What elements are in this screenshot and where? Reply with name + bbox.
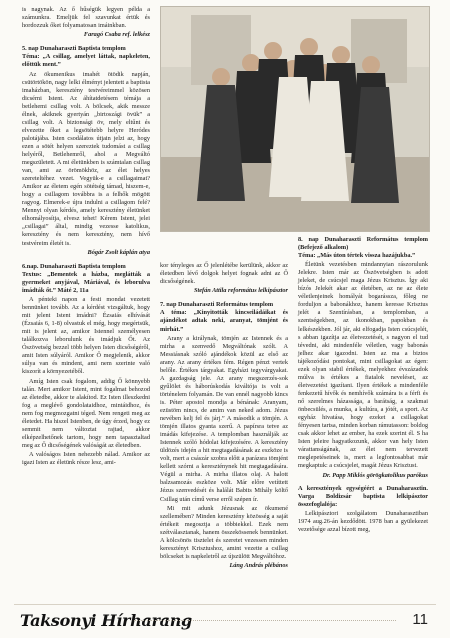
publication-logo: Taksonyi Hírharang	[20, 611, 192, 630]
day6-continuation: kor tényleges az Ő jelenlétébe kerülünk, akkor az életedben lévő dolgok helyet fognak adni az Ő dicsőségének.	[160, 262, 288, 286]
day7-paragraph-2: Mi mit adunk Jézusnak az ökumené szellemében? Minden keresztény közösség a saját értékeit megosztja a többiekkel. Ezek nem szétválasztanak, hanem összekössenek bennünket. A kölcsönös tisztelet és szeretet vezessen minden keresztényt Krisztushoz, amint vezette a csillag bölcseket is napkeletről az újszülött Megváltóhoz.	[160, 504, 288, 561]
day8-paragraph: Életünk vezetésben mindannyian rászorulunk Jelekre. Isten már az Ószövetségben is adott jeleket, de csúcsjel maga Jézus Krisztus. Így aki bízós Jelekét akar az életében, az ne az élete véletlenjeinek homályát bogarássza, főleg ne forduljon a babonákhoz, hanem keresse Krisztus jelét a Szentírásban, a templomban, a szentségekben, az ikonokban, papokban és lelkészekben. Jól jár, aki elfogadja Isten csúcsjelét, s abban igazítja az életvezetését, s nagyon el tud tévedni, aki mindenféle véletlen, vagy babonás jelhez akar igazodni. Isten az ma a biztos tájékozódási pontokat, mint csillagokat az égen: ezek olyan stabil értékek, melyekhez évszázadok múlva is értékes a fiatalok neveléset, az életvezetést igazítani. Ilyen értékek a mindenféle fenkezetű hívők és nemhívők számára is a férfi és nő szerelmes házassága, a barátság, a szakmai önbecsülés, a munka, a kultúra, a jótét, a sport. Az egyház hivatása, hogy ezeket a csillagokat fényesen tartsa, minden korban rámutasson: boldog csak akkor lehet az ember, ha ezek szerint él. S ha Isten jeleire hagyatkozunk, akkor van hely Isten várattanságának, az élet nem tervezett meglepetéseinek is, mert a legfontosabbat már megkaptuk: a csúcsjelet, magát Jézus Krisztust.	[298, 261, 428, 470]
intro-signature: Faragó Csaba ref. lelkész	[83, 31, 150, 39]
day7-theme: A téma: „Kinyitották kincseiládáikat és ajándékot adtak neki, aranyat, tömjént és mirhát.”	[160, 309, 288, 333]
day6-paragraph-1: A pénteki napon a festi mondat vezetett bennünket tovább. Az a kérdést vizsgáltuk, hogy mit jelent Istent imádni? Ézsaiás elhívását (Ézsaiás 6, 1-8) olvastuk el még, hogy megértsük, mit is jelent az, amikor Istennel személyesen találkozva leborulunk és imádjuk Őt. Az Ószövetség bezzel több helyen Isten dicsőségéről, amit Isten súlyáról. Amikor Ő megjelenik, akkor súlya van és mindent, ami nem szerinte való kiszorít a környezetéből.	[22, 295, 150, 376]
day6-title: 6.nap. Dunaharaszti Baptista templom	[22, 262, 126, 270]
day6-signature: Stefán Attila református lelkipásztor	[193, 287, 288, 295]
day8-heading	[298, 236, 428, 260]
footer-divider	[134, 620, 396, 621]
day6-theme: Textus: „Bementek a házba, meglátták a gyermeket anyjával, Máriával, és leborulva imádták őt.” Máté 2, 11a	[22, 270, 150, 294]
closing-heading: A keresztények egységéért a Dunaharasztin. Varga Boldizsár baptista lelkipásztor összefoglalója:	[298, 484, 428, 508]
page-footer	[14, 604, 436, 635]
day7-heading	[160, 301, 288, 333]
column-right	[298, 236, 428, 535]
day5-paragraph: Az ökumenikus imahét ötödik napján, csütörtökön, nagy lelki élményt jelentett a baptista imaházban, keresztény testvéreimmel közösen dicsérni Istent. Az áhítatdetésem témája a betlehemi csillag volt. A bölcsek, akik messze élnek, akiknek gyertyán „birtoszági övük” a csillag volt. A biztonsági öv, mely eltűnt és elvezette őket a legsötétebb helyre Heródes palotájába. Isten csodálatos útjain jelzi az, hogy ezen a sötét helyen szereztek tudomást a csillag helyéről, Betlehemről, ahol a Megváltó megszületett. A mi életünkben is számtalan csillag van, ami az örömökhöz, az élet helyes szereteltéhez vezet. Vegyük-e a csillagaimat? Amikor az életem egén sötétség támad, hiszem-e, hogy a csillagom továbbra is a felhők mögött ragyog. Elmerek-e újra indulni a csillagom felé? Mennyi olyan kérdés, amely keresztény életünket elhomályosítja, elvesz tehet! Kérem Istent, jelei „csillagai” által, mindig vezesse katolikus, keresztény és nem keresztény, nem hívő testvéreim életét is.	[22, 70, 150, 247]
day8-title: 8. nap Dunaharaszti Református templom (Befejező alkalom)	[298, 236, 428, 252]
day8-signature: Dr. Papp Miklós görögkatolikus parókus	[322, 471, 428, 479]
intro-paragraph: is nagynak. Az ő hűségük legyen példa a számunkra. Emeljük fel szavunkat értük és hordozzuk őket folyamatosan imáinkban.	[22, 6, 150, 30]
day7-title: 7. nap Dunaharaszti Református templom	[160, 301, 274, 309]
day5-heading	[22, 45, 150, 69]
closing-paragraph: Lelkipásztori szolgálatom Dunaharasztiban 1974 aug.26-án kezdődött. 1978 ban a gyülekezet vezetősége azzal bízott meg,	[298, 509, 428, 534]
column-middle	[160, 262, 288, 575]
group-photo	[160, 6, 430, 232]
column-left	[22, 6, 150, 469]
day5-signature: Bógár Zsolt káplán atya	[87, 248, 150, 256]
day6-paragraph-3: A valóságos Isten nehezebb nálad. Amikor az igazi Isten az életünk része lesz, ami-	[22, 451, 150, 467]
group-photo-illustration	[161, 7, 429, 231]
day5-title: 5. nap Dunaharaszti Baptista templom	[22, 45, 126, 53]
day7-paragraph-1: Arany a királynak, tömjén az Istennek és a mirha a szenvedő Megváltónak szólt. A Messiásnak szóló ajándékok közül az első az arany. Az arany értékes fém. Régen pénzt vertek belőle. Értékes tárgyakat. Egyházi tegyvárgyakat. A gazdagság jele. Az arany megszerzés-sok gyűlölet és háborúskodás kiváltója is volt a történelem folyamán. De van ennél nagyobb kincs is. Péter apostol mondja a bénának: Aranyam, ezüstöm nincs, de amim van neked adom. Jézus nevében kelj fel és járj.” A második a tömjén. A tömjén illatos gyanta szerű. A papírsra tetve az imádás kifejezése. A templomban használják az Istennek szóló hódolat kifejezésére. A keresztény üldözés idején a hit megtagadásának az eszköze is volt, mert a császár szobra előtt a parázsra tömjént kellett szórni a kereszténynek hit megtagadására. Végül a mirha. A mirha illatos olaj. A halott balzsamozás eszköze volt. Már előre vetíttett Jézus szenvedését és halálát Babits Mihály költő Csillag után című verse erről szépen ír.	[160, 334, 288, 503]
day7-signature: Láng András plébános	[229, 562, 288, 570]
day6-paragraph-2: Amíg Isten csak fogalom, addig Ő könnyebb talán. Mert amikor Istent, mint fogalmat behozod az életedbe, akkor te alakítod. Ez Isten illeszkedni fog a meglévő gondolataidhoz, mintáidhoz, és nem fog megmozgatni téged. Nem rengeti meg az életedet. Ha hiszel Istenben, de úgy érzed, hogy ez semmit nem változtat rajtad, akkor elképzelhetőnek tartom, hogy nem tapasztaltad meg az Ő dicsőségének valóságát az életedben.	[22, 377, 150, 449]
day5-theme: Téma: „A csillag, amelyet láttak, napkeleten, előttük ment.”	[22, 53, 150, 69]
day8-theme: Téma: „Más úton tértek vissza hazájukba.”	[298, 252, 416, 260]
page-number: 11	[412, 611, 428, 628]
day6-heading	[22, 263, 150, 295]
